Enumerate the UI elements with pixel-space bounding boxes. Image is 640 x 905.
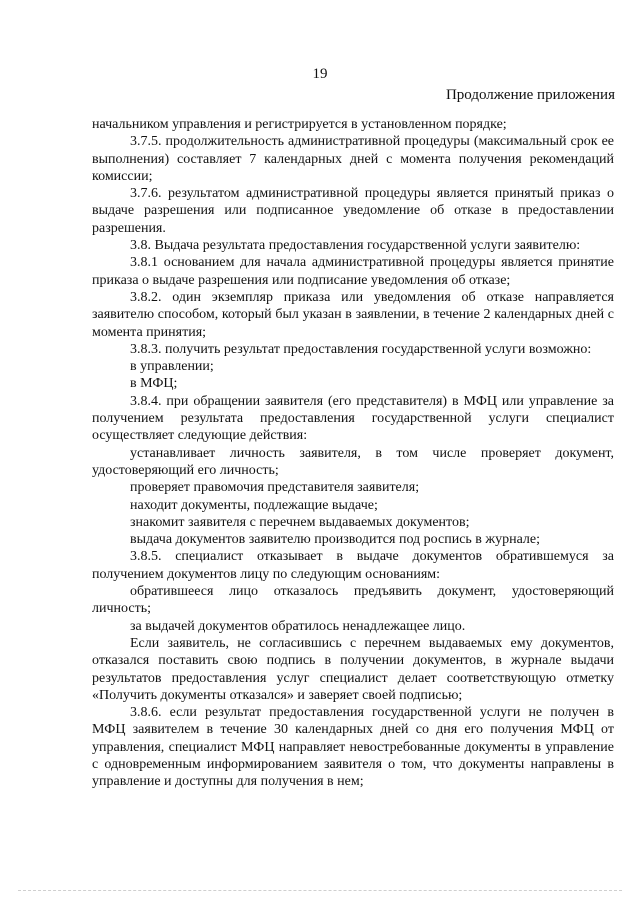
list-item: знакомит заявителя с перечнем выдаваемых документов; [130, 514, 470, 530]
continuation-label: Продолжение приложения [445, 87, 615, 103]
paragraph: начальником управления и регистрируется в установленном порядке; [92, 117, 507, 132]
paragraph: 3.7.5. продолжительность административной процедуры (максимальный срок ее выполнения) составляет 7 календарных дней с момента получения рекомендаций комиссии; [92, 134, 614, 184]
list-item: за выдачей документов обратилось ненадлежащее лицо. [130, 618, 466, 634]
list-item: находит документы, подлежащие выдаче; [130, 497, 378, 513]
list-item: проверяет правомочия представителя заявителя; [130, 480, 420, 496]
paragraph: 3.8.1 основанием для начала административной процедуры является принятие приказа о выдаче разрешения или подписание уведомления об отказе; [92, 255, 614, 288]
body-text [92, 116, 614, 791]
paragraph: 3.8.4. при обращении заявителя (его представителя) в МФЦ или управление за получением результата предоставления государственной услуги специалист осуществляет следующие действия: [92, 393, 614, 444]
paragraph: 3.8. Выдача результата предоставления государственной услуги заявителю: [130, 238, 581, 254]
paragraph: Если заявитель, не согласившись с перечнем выдаваемых ему документов, отказался поставить свою подпись в получении документов, в журнале выдачи результатов предоставления услуг специалист делает соответствующую отметку «Получить документы отказался» и заверяет своей подписью; [92, 635, 614, 703]
page-number: 19 [312, 66, 328, 82]
paragraph: 3.8.5. специалист отказывает в выдаче документов обратившемуся за получением документов лицу по следующим основаниям: [92, 549, 614, 582]
list-item: устанавливает личность заявителя, в том числе проверяет документ, удостоверяющий его личность; [92, 445, 614, 478]
list-item: выдача документов заявителю производится под роспись в журнале; [130, 532, 541, 548]
paragraph: 3.8.3. получить результат предоставления государственной услуги возможно: [130, 341, 592, 357]
paragraph: 3.7.6. результатом административной процедуры является принятый приказ о выдаче разрешения или подписанное уведомление об отказе в предоставлении разрешения. [92, 186, 614, 236]
paragraph: 3.8.2. один экземпляр приказа или уведомления об отказе направляется заявителю способом, который был указан в заявлении, в течение 2 календарных дней с момента принятия; [92, 289, 614, 340]
list-item: обратившееся лицо отказалось предъявить документ, удостоверяющий личность; [92, 584, 614, 617]
list-item: в управлении; [130, 359, 214, 375]
paragraph: 3.8.6. если результат предоставления государственной услуги не получен в МФЦ заявителем в течение 30 календарных дней со дня его получения МФЦ от управления, специалист МФЦ направляет невостребованные документы в управление с одновременным информированием заявителя о том, что документы направлены в управление и доступны для получения в нем; [92, 705, 614, 790]
footer-divider [18, 890, 622, 891]
list-item: в МФЦ; [130, 376, 178, 392]
